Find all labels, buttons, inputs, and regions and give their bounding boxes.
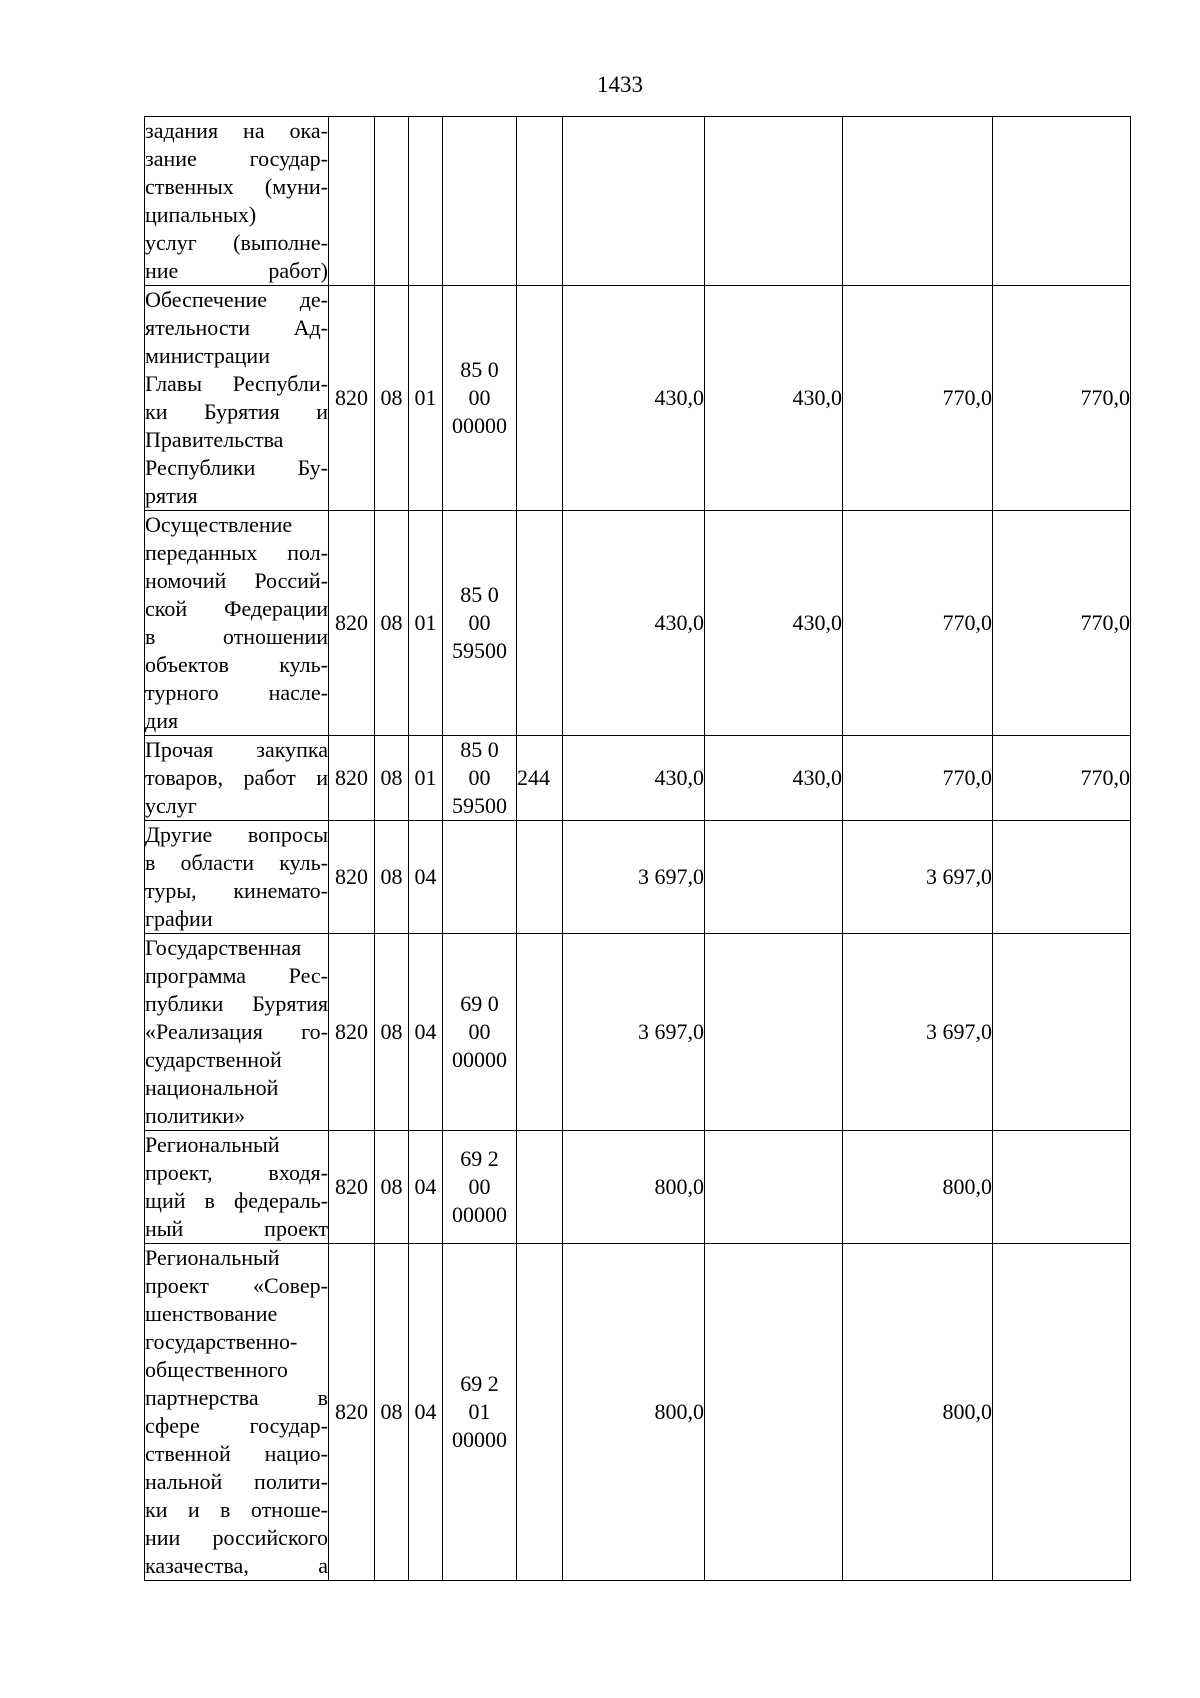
description-line: щий в федераль- — [145, 1188, 328, 1213]
description-line: Республики Бу- — [145, 455, 328, 480]
target-article-line: 85 0 — [460, 737, 499, 762]
amount-2 — [705, 934, 843, 1131]
section-code: 08 — [375, 286, 409, 511]
section-code: 08 — [375, 934, 409, 1131]
target-article-line: 00 — [468, 765, 491, 790]
description-line: графии — [145, 906, 213, 931]
amount-4 — [993, 117, 1131, 286]
ved-code: 820 — [329, 1244, 375, 1581]
amount-1: 800,0 — [563, 1131, 705, 1244]
description-line: казачества, а — [145, 1553, 328, 1578]
section-code: 08 — [375, 1244, 409, 1581]
amount-1: 430,0 — [563, 511, 705, 736]
description-line: Региональный — [145, 1245, 280, 1270]
subsection-code — [409, 117, 443, 286]
amount-3: 3 697,0 — [843, 934, 993, 1131]
amount-3: 800,0 — [843, 1131, 993, 1244]
section-code: 08 — [375, 511, 409, 736]
expense-type-code — [517, 286, 563, 511]
row-description — [145, 286, 329, 511]
target-article-code — [443, 736, 517, 821]
description-line: переданных пол- — [145, 540, 328, 565]
row-description — [145, 934, 329, 1131]
description-line: Государственная — [145, 935, 302, 960]
subsection-code: 04 — [409, 1244, 443, 1581]
subsection-code: 04 — [409, 1131, 443, 1244]
subsection-code: 04 — [409, 821, 443, 934]
description-line: ственных (муни- — [145, 174, 328, 199]
amount-2 — [705, 1131, 843, 1244]
target-article-line: 00 — [468, 610, 491, 635]
amount-4: 770,0 — [993, 511, 1131, 736]
subsection-code: 01 — [409, 286, 443, 511]
description-line: Обеспечение де- — [145, 287, 328, 312]
table-row — [145, 511, 1131, 736]
row-description — [145, 736, 329, 821]
description-line: Правительства — [145, 427, 284, 452]
target-article-line: 69 0 — [460, 991, 499, 1016]
target-article-line: 59500 — [452, 793, 507, 818]
subsection-code: 04 — [409, 934, 443, 1131]
description-line: рятия — [145, 483, 198, 508]
amount-4 — [993, 934, 1131, 1131]
description-line: государственно- — [145, 1329, 298, 1354]
target-article-code — [443, 934, 517, 1131]
description-line: объектов куль- — [145, 652, 328, 677]
amount-4 — [993, 821, 1131, 934]
amount-2: 430,0 — [705, 286, 843, 511]
amount-1: 430,0 — [563, 736, 705, 821]
amount-1: 430,0 — [563, 286, 705, 511]
description-line: туры, кинемато- — [145, 878, 328, 903]
ved-code — [329, 117, 375, 286]
target-article-code — [443, 1131, 517, 1244]
description-line: ской Федерации — [145, 596, 328, 621]
target-article-line: 00 — [468, 1019, 491, 1044]
description-line: шенствование — [145, 1301, 278, 1326]
subsection-code: 01 — [409, 511, 443, 736]
description-line: ный проект — [145, 1216, 328, 1241]
amount-1: 3 697,0 — [563, 821, 705, 934]
amount-2: 430,0 — [705, 511, 843, 736]
amount-3: 3 697,0 — [843, 821, 993, 934]
description-line: нии российского — [145, 1525, 328, 1550]
ved-code: 820 — [329, 1131, 375, 1244]
amount-1: 3 697,0 — [563, 934, 705, 1131]
amount-4: 770,0 — [993, 286, 1131, 511]
description-line: в отношении — [145, 624, 328, 649]
amount-3: 800,0 — [843, 1244, 993, 1581]
description-line: Региональный — [145, 1132, 280, 1157]
budget-table — [144, 116, 1131, 1581]
target-article-line: 85 0 — [460, 582, 499, 607]
amount-1: 800,0 — [563, 1244, 705, 1581]
amount-1 — [563, 117, 705, 286]
description-line: товаров, работ и — [145, 765, 328, 790]
amount-4 — [993, 1244, 1131, 1581]
amount-2 — [705, 1244, 843, 1581]
table-row — [145, 736, 1131, 821]
amount-3: 770,0 — [843, 286, 993, 511]
expense-type-code — [517, 117, 563, 286]
description-line: сударственной — [145, 1047, 282, 1072]
target-article-line: 00000 — [452, 413, 507, 438]
description-line: партнерства в — [145, 1385, 328, 1410]
row-description — [145, 1131, 329, 1244]
description-line: публики Бурятия — [145, 991, 328, 1016]
target-article-line: 59500 — [452, 638, 507, 663]
table-body — [145, 117, 1131, 1581]
description-line: министрации — [145, 343, 270, 368]
row-description — [145, 821, 329, 934]
description-line: нальной полити- — [145, 1469, 328, 1494]
amount-3 — [843, 117, 993, 286]
target-article-code — [443, 511, 517, 736]
expense-type-code — [517, 511, 563, 736]
description-line: задания на ока- — [145, 118, 328, 143]
table-row — [145, 1244, 1131, 1581]
ved-code: 820 — [329, 821, 375, 934]
target-article-code — [443, 1244, 517, 1581]
amount-4 — [993, 1131, 1131, 1244]
target-article-code — [443, 821, 517, 934]
section-code: 08 — [375, 736, 409, 821]
row-description — [145, 1244, 329, 1581]
description-line: номочий Россий- — [145, 568, 328, 593]
expense-type-code: 244 — [517, 736, 563, 821]
description-line: ние работ) — [145, 258, 328, 283]
table-row — [145, 821, 1131, 934]
description-line: услуг — [145, 793, 197, 818]
description-line: сфере государ- — [145, 1413, 328, 1438]
ved-code: 820 — [329, 736, 375, 821]
page-number: 1433 — [597, 72, 643, 97]
description-line: ципальных) — [145, 202, 257, 227]
description-line: программа Рес- — [145, 963, 328, 988]
amount-2: 430,0 — [705, 736, 843, 821]
table-row — [145, 934, 1131, 1131]
target-article-line: 69 2 — [460, 1146, 499, 1171]
table-row — [145, 286, 1131, 511]
target-article-line: 85 0 — [460, 357, 499, 382]
amount-3: 770,0 — [843, 511, 993, 736]
description-line: Осуществление — [145, 512, 293, 537]
description-line: Другие вопросы — [145, 822, 328, 847]
description-line: ственной нацио- — [145, 1441, 328, 1466]
description-line: услуг (выполне- — [145, 230, 328, 255]
description-line: дия — [145, 708, 179, 733]
description-line: ки и в отноше- — [145, 1497, 328, 1522]
row-description — [145, 117, 329, 286]
section-code: 08 — [375, 821, 409, 934]
description-line: политики» — [145, 1103, 246, 1128]
description-line: национальной — [145, 1075, 279, 1100]
amount-3: 770,0 — [843, 736, 993, 821]
description-line: проект, входя- — [145, 1160, 328, 1185]
table-row — [145, 1131, 1131, 1244]
row-description — [145, 511, 329, 736]
description-line: турного насле- — [145, 680, 328, 705]
target-article-line: 00 — [468, 1174, 491, 1199]
ved-code: 820 — [329, 934, 375, 1131]
description-line: ки Бурятия и — [145, 399, 328, 424]
description-line: в области куль- — [145, 850, 328, 875]
amount-4: 770,0 — [993, 736, 1131, 821]
section-code — [375, 117, 409, 286]
description-line: «Реализация го- — [145, 1019, 328, 1044]
section-code: 08 — [375, 1131, 409, 1244]
ved-code: 820 — [329, 286, 375, 511]
target-article-line: 69 2 — [460, 1371, 499, 1396]
target-article-code — [443, 286, 517, 511]
ved-code: 820 — [329, 511, 375, 736]
description-line: проект «Совер- — [145, 1273, 328, 1298]
expense-type-code — [517, 1131, 563, 1244]
description-line: общественного — [145, 1357, 288, 1382]
description-line: ятельности Ад- — [145, 315, 328, 340]
target-article-line: 00000 — [452, 1427, 507, 1452]
description-line: Прочая закупка — [145, 737, 328, 762]
amount-2 — [705, 821, 843, 934]
expense-type-code — [517, 1244, 563, 1581]
subsection-code: 01 — [409, 736, 443, 821]
target-article-line: 00 — [468, 385, 491, 410]
amount-2 — [705, 117, 843, 286]
target-article-line: 00000 — [452, 1202, 507, 1227]
target-article-code — [443, 117, 517, 286]
description-line: Главы Республи- — [145, 371, 328, 396]
target-article-line: 01 — [468, 1399, 491, 1424]
expense-type-code — [517, 934, 563, 1131]
description-line: зание государ- — [145, 146, 328, 171]
target-article-line: 00000 — [452, 1047, 507, 1072]
expense-type-code — [517, 821, 563, 934]
table-row — [145, 117, 1131, 286]
